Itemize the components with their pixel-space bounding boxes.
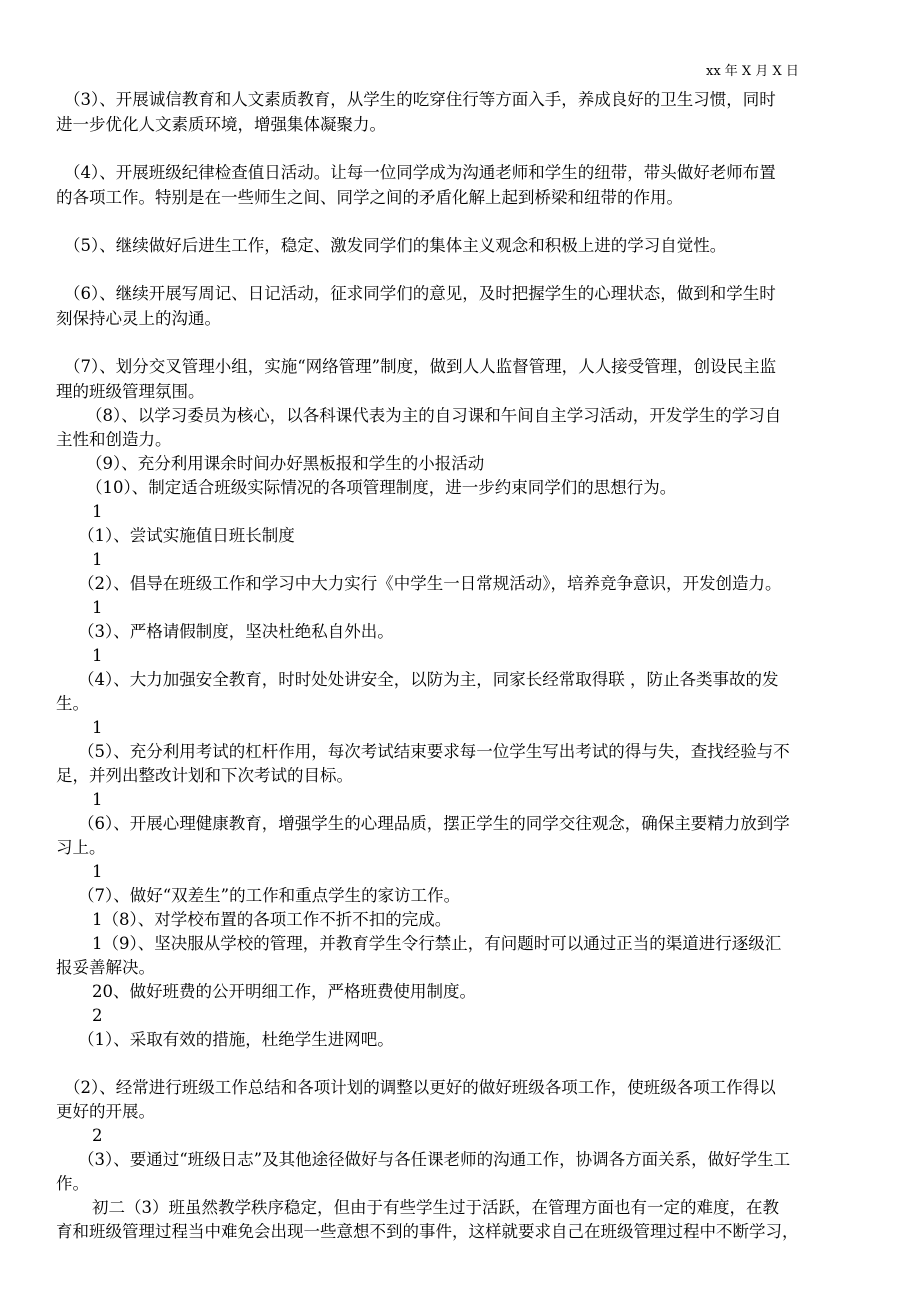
paragraph-line: 更好的开展。 — [56, 1102, 155, 1121]
paragraph-line: （3）、要通过“班级日志”及其他途径做好与各任课老师的沟通工作，协调各方面关系，做好学生工 — [78, 1150, 791, 1169]
paragraph-line: （5）、充分利用考试的杠杆作用，每次考试结束要求每一位学生写出考试的得与失，查找经验与不 — [78, 742, 790, 761]
paragraph-line: （5）、继续做好后进生工作，稳定、激发同学们的集体主义观念和积极上进的学习自觉性。 — [64, 236, 727, 255]
paragraph-line: 主性和创造力。 — [56, 430, 172, 449]
section-number: 1 — [92, 502, 103, 521]
paragraph-line: 足，并列出整改计划和下次考试的目标。 — [56, 766, 353, 785]
paragraph-line: 生。 — [56, 694, 89, 713]
paragraph-line: （7）、划分交叉管理小组，实施“网络管理”制度，做到人人监督管理，人人接受管理，创设民主监 — [64, 357, 777, 376]
paragraph-line: （1）、尝试实施值日班长制度 — [78, 526, 295, 545]
section-number: 1 — [92, 646, 103, 665]
paragraph-line: （10）、制定适合班级实际情况的各项管理制度，进一步约束同学们的思想行为。 — [86, 478, 677, 497]
paragraph-line: （1）、采取有效的措施，杜绝学生进网吧。 — [78, 1030, 394, 1049]
paragraph-line: 作。 — [56, 1174, 89, 1193]
section-number: 1 — [92, 598, 103, 617]
paragraph-line: （2）、经常进行班级工作总结和各项计划的调整以更好的做好班级各项工作，使班级各项工作得以 — [64, 1078, 776, 1097]
paragraph-line: 1（9）、坚决服从学校的管理，并教育学生令行禁止，有问题时可以通过正当的渠道进行逐级汇 — [92, 934, 782, 953]
paragraph-line: （3）、严格请假制度，坚决杜绝私自外出。 — [78, 622, 394, 641]
paragraph-line: （8）、以学习委员为核心，以各科课代表为主的自习课和午间自主学习活动，开发学生的学习自 — [86, 406, 782, 425]
paragraph-line: 育和班级管理过程当中难免会出现一些意想不到的事件，这样就要求自己在班级管理过程中不断学习， — [56, 1222, 799, 1241]
paragraph-line: （6）、继续开展写周记、日记活动，征求同学们的意见，及时把握学生的心理状态，做到和学生时 — [64, 284, 776, 303]
paragraph-line: （9）、充分利用课余时间办好黑板报和学生的小报活动 — [86, 454, 485, 473]
section-number: 2 — [92, 1006, 103, 1025]
header-date: xx 年 X 月 X 日 — [706, 64, 799, 79]
paragraph-line: 1（8）、对学校布置的各项工作不折不扣的完成。 — [92, 910, 452, 929]
section-number: 2 — [92, 1126, 103, 1145]
section-number: 1 — [92, 550, 103, 569]
paragraph-line: （4）、大力加强安全教育，时时处处讲安全，以防为主，同家长经常取得联 ，防止各类事故的发 — [78, 670, 779, 689]
paragraph-line: 理的班级管理氛围。 — [56, 382, 205, 401]
section-number: 1 — [92, 862, 103, 881]
paragraph-line: 的各项工作。特别是在一些师生之间、同学之间的矛盾化解上起到桥梁和纽带的作用。 — [56, 188, 683, 207]
paragraph-line: （3）、开展诚信教育和人文素质教育，从学生的吃穿住行等方面入手，养成良好的卫生习惯，同时 — [64, 90, 776, 109]
section-number: 1 — [92, 718, 103, 737]
paragraph-line: （2）、倡导在班级工作和学习中大力实行《中学生一日常规活动》，培养竞争意识，开发创造力。 — [78, 574, 782, 593]
paragraph-line: 习上。 — [56, 838, 106, 857]
paragraph-line: （7）、做好“双差生”的工作和重点学生的家访工作。 — [78, 886, 461, 905]
paragraph-line: 报妥善解决。 — [56, 958, 155, 977]
paragraph-line: 进一步优化人文素质环境，增强集体凝聚力。 — [56, 115, 386, 134]
paragraph-line: 刻保持心灵上的沟通。 — [56, 309, 221, 328]
paragraph-line: 初二（3）班虽然教学秩序稳定，但由于有些学生过于活跃，在管理方面也有一定的难度，在教 — [92, 1198, 779, 1217]
paragraph-line: （6）、开展心理健康教育，增强学生的心理品质，摆正学生的同学交往观念，确保主要精力放到学 — [78, 814, 790, 833]
section-number: 1 — [92, 790, 103, 809]
paragraph-line: 20、做好班费的公开明细工作，严格班费使用制度。 — [92, 982, 476, 1001]
paragraph-line: （4）、开展班级纪律检查值日活动。让每一位同学成为沟通老师和学生的纽带，带头做好老师布置 — [64, 163, 776, 182]
